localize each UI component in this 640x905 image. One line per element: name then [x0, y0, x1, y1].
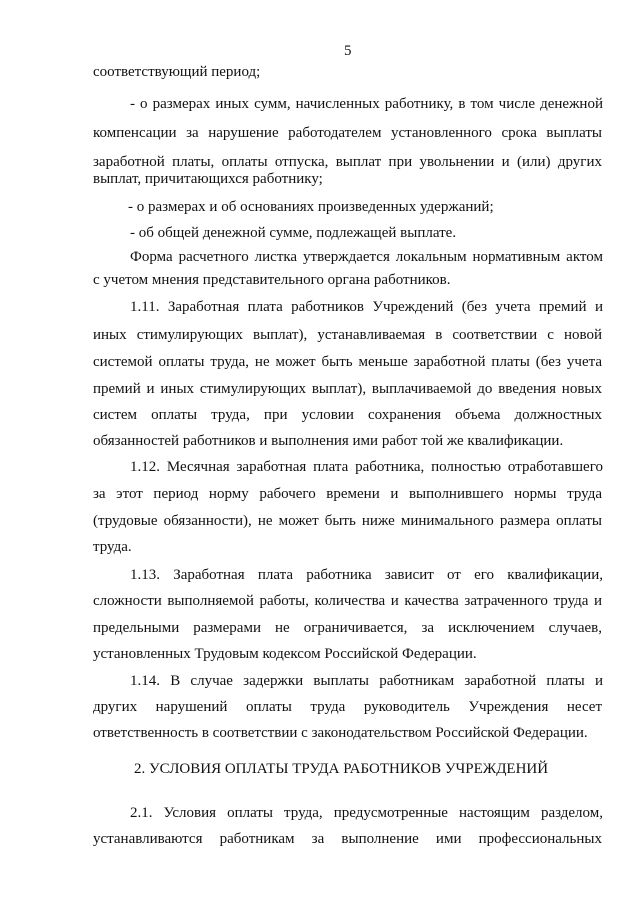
section-heading: 2. УСЛОВИЯ ОПЛАТЫ ТРУДА РАБОТНИКОВ УЧРЕЖДЕНИЙ [134, 761, 549, 777]
body-line: с учетом мнения представительного органа работников. [93, 272, 451, 288]
body-line: 2.1. Условия оплаты труда, предусмотренные настоящим разделом, [130, 805, 603, 821]
body-line: 1.14. В случае задержки выплаты работникам заработной платы и [130, 673, 603, 689]
body-line: заработной платы, оплаты отпуска, выплат при увольнении и (или) других [93, 154, 602, 170]
body-line: 1.13. Заработная плата работника зависит от его квалификации, [130, 567, 603, 583]
body-line: других нарушений оплаты труда руководитель Учреждения несет [93, 699, 602, 715]
body-line: иных стимулирующих выплат), устанавливаемая в соответствии с новой [93, 327, 602, 343]
body-line: систем оплаты труда, при условии сохранения объема должностных [93, 407, 602, 423]
body-line: - об общей денежной сумме, подлежащей выплате. [130, 225, 457, 241]
body-line: труда. [93, 539, 132, 555]
body-line: за этот период норму рабочего времени и выполнившего нормы труда [93, 486, 602, 502]
body-line: обязанностей работников и выполнения ими работ той же квалификации. [93, 433, 564, 449]
body-line: ответственность в соответствии с законодательством Российской Федерации. [93, 725, 588, 741]
page-number: 5 [344, 43, 352, 59]
body-line: - о размерах и об основаниях произведенных удержаний; [128, 199, 494, 215]
body-line: 1.11. Заработная плата работников Учреждений (без учета премий и [130, 299, 603, 315]
body-line: системой оплаты труда, не может быть меньше заработной платы (без учета [93, 354, 602, 370]
body-line: (трудовые обязанности), не может быть ниже минимального размера оплаты [93, 513, 602, 529]
body-line: предельными размерами не ограничивается, за исключением случаев, [93, 620, 602, 636]
body-line: соответствующий период; [93, 64, 261, 80]
body-line: - о размерах иных сумм, начисленных работнику, в том числе денежной [130, 96, 603, 112]
body-line: выплат, причитающихся работнику; [93, 171, 323, 187]
body-line: сложности выполняемой работы, количества и качества затраченного труда и [93, 593, 602, 609]
body-line: Форма расчетного листка утверждается локальным нормативным актом [130, 249, 603, 265]
body-line: компенсации за нарушение работодателем установленного срока выплаты [93, 125, 602, 141]
body-line: установленных Трудовым кодексом Российской Федерации. [93, 646, 477, 662]
body-line: 1.12. Месячная заработная плата работника, полностью отработавшего [130, 459, 603, 475]
body-line: премий и иных стимулирующих выплат), выплачиваемой до введения новых [93, 381, 602, 397]
body-line: устанавливаются работникам за выполнение ими профессиональных [93, 831, 602, 847]
